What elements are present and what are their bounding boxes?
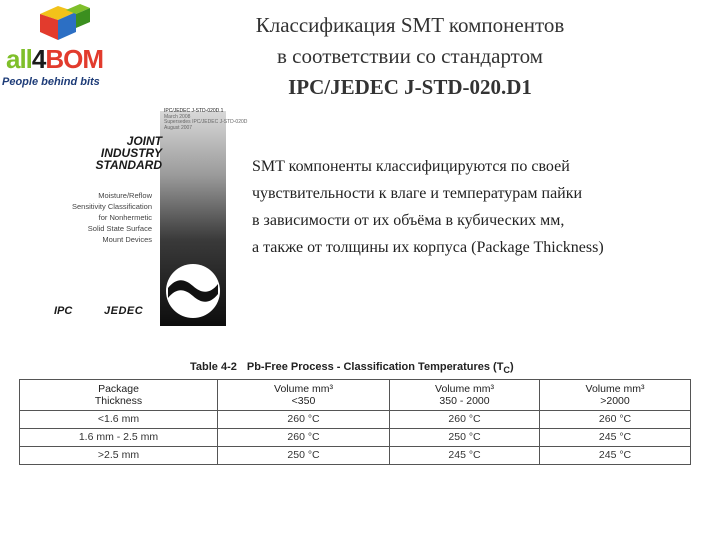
cover-doc-sub-1: March 2008 (164, 113, 191, 120)
all4bom-logo (0, 0, 150, 95)
title-line-3: IPC/JEDEC J-STD-020.D1 (288, 75, 532, 99)
table-cell: <1.6 mm (20, 411, 218, 429)
header-cell-line-2: <350 (291, 395, 316, 407)
cover-heading-line-3: STANDARD (95, 158, 162, 172)
title-line-1: Классификация SMT компонентов (255, 13, 565, 37)
standard-cover-image (40, 105, 248, 330)
header-package-thickness (20, 380, 218, 411)
jedec-logo: JEDEC (104, 305, 144, 317)
header-volume-lt-350 (218, 380, 390, 411)
description-line-2: чувствительности к влаге и температурам пайки (252, 185, 583, 202)
header-volume-350-2000 (390, 380, 540, 411)
table-row (20, 411, 691, 429)
cover-heading-line-2: INDUSTRY (100, 146, 162, 160)
logo-tagline: People behind bits (2, 76, 100, 88)
logo-word-all: all (6, 44, 32, 74)
header-cell-line-2: >2000 (600, 395, 630, 407)
cover-subtitle-line-3: for Nonhermetic (98, 213, 152, 222)
table-cell: 245 °C (540, 429, 691, 447)
cover-heading (54, 135, 162, 171)
cube-logo-icon (36, 2, 92, 46)
header-cell-line-2: 350 - 2000 (439, 395, 490, 407)
table-cell: 250 °C (390, 429, 540, 447)
table-cell: 260 °C (218, 429, 390, 447)
table-cell: 245 °C (540, 447, 691, 465)
table-cell: >2.5 mm (20, 447, 218, 465)
header-cell-line-1: Volume mm³ (274, 383, 333, 395)
description-line-4: а также от толщины их корпуса (Package Thickness) (252, 239, 604, 256)
wave-logo-icon (162, 260, 224, 322)
header-cell-line-2: Thickness (94, 395, 143, 407)
cover-heading-line-1: JOINT (126, 134, 162, 148)
description-paragraph (252, 153, 712, 261)
classification-temperature-table (19, 379, 691, 465)
logo-word-bom: BOM (45, 44, 104, 74)
title-line-2: в соответствии со стандартом (277, 44, 543, 68)
cover-doc-id (164, 108, 248, 131)
description-line-1: SMT компоненты классифицируются по своей (252, 158, 570, 175)
table-cell: 1.6 mm - 2.5 mm (20, 429, 218, 447)
table-cell: 260 °C (540, 411, 691, 429)
cover-subtitle-line-4: Solid State Surface (87, 224, 152, 233)
cover-subtitle-line-5: Mount Devices (102, 235, 152, 244)
table-cell: 250 °C (218, 447, 390, 465)
table-caption-end: ) (510, 361, 514, 373)
table-caption-text: Pb-Free Process - Classification Temperatures (T (246, 361, 504, 373)
header-cell-line-1: Package (98, 383, 139, 395)
description-line-3: в зависимости от их объёма в кубических мм, (252, 212, 565, 229)
cover-doc-sub-2: Supersedes IPC/JEDEC J-STD-020D (164, 119, 248, 125)
table-caption (190, 361, 690, 375)
table-caption-subscript: C (503, 365, 511, 376)
header-volume-gt-2000 (540, 380, 691, 411)
cover-subtitle (46, 190, 152, 245)
logo-word-four: 4 (31, 44, 46, 74)
table-number: Table 4-2 (190, 361, 237, 373)
cover-subtitle-line-1: Moisture/Reflow (98, 191, 152, 200)
cover-doc-sub-3: August 2007 (164, 124, 193, 131)
table-row (20, 447, 691, 465)
table-cell: 260 °C (390, 411, 540, 429)
header-cell-line-1: Volume mm³ (585, 383, 645, 395)
cover-doc-id-text: IPC/JEDEC J-STD-020D.1 (164, 108, 224, 114)
cover-subtitle-line-2: Sensitivity Classification (71, 202, 152, 211)
table-header-row (20, 380, 691, 411)
logo-wordmark (6, 44, 103, 74)
table-row (20, 429, 691, 447)
slide-title (180, 10, 640, 103)
table-cell: 245 °C (390, 447, 540, 465)
header-cell-line-1: Volume mm³ (435, 383, 494, 395)
table-cell: 260 °C (218, 411, 390, 429)
ipc-logo: IPC (54, 305, 73, 317)
